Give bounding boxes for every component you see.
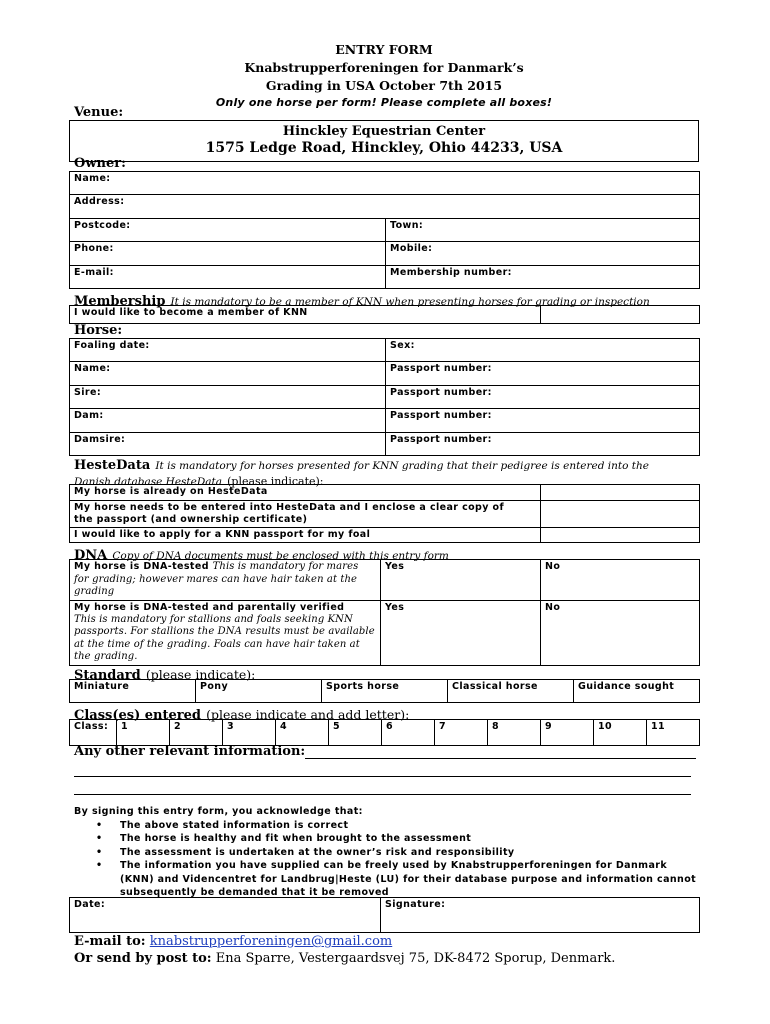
class-7[interactable]: 7	[435, 720, 488, 746]
standard-heading: Standard	[74, 668, 141, 683]
dna-option-1-yes[interactable]	[381, 560, 541, 601]
damsire-field[interactable]	[70, 433, 386, 456]
hestedata-option-2-line-1: My horse needs to be entered into HesteData and I enclose a clear copy of	[74, 502, 504, 513]
hestedata-option-1-checkbox[interactable]	[541, 485, 700, 501]
other-info-heading: Any other relevant information:	[74, 744, 306, 759]
standard-pony[interactable]: Pony	[196, 680, 322, 703]
owner-postcode-field[interactable]	[70, 219, 386, 242]
owner-mobile-field[interactable]	[386, 242, 700, 266]
dna-option-2-label: My horse is DNA-tested and parentally verified	[74, 601, 345, 613]
horse-foaling-date-label: Foaling date:	[74, 340, 150, 351]
dna-option-2-no-label: No	[545, 601, 561, 613]
class-5[interactable]: 5	[329, 720, 382, 746]
owner-town-field[interactable]	[386, 219, 700, 242]
dna-option-2-note: This is mandatory for stallions and foals seeking KNN passports. For stallions the DNA results must be available at the time of the grading. Foals can have hair taken at the grading.	[74, 613, 375, 662]
hestedata-note: It is mandatory for horses presented for KNN grading that their pedigree is entered into the	[155, 460, 649, 472]
sire-passport-field[interactable]	[386, 386, 700, 409]
damsire-passport-label: Passport number:	[390, 434, 492, 445]
class-11[interactable]: 11	[647, 720, 700, 746]
dam-passport-field[interactable]	[386, 409, 700, 433]
other-info-line-3[interactable]	[74, 780, 691, 795]
hestedata-option-2-line-2: the passport (and ownership certificate)	[74, 514, 308, 525]
owner-address-label: Address:	[74, 196, 125, 207]
hestedata-database-name: Danish database HesteData	[74, 476, 223, 488]
hestedata-option-2-label	[70, 501, 541, 528]
venue-heading: Venue:	[74, 105, 124, 120]
standard-note: (please indicate):	[145, 667, 256, 682]
class-6[interactable]: 6	[382, 720, 435, 746]
hestedata-option-3-checkbox[interactable]	[541, 528, 700, 543]
dna-option-2	[70, 600, 381, 665]
acknowledgement-item: • The assessment is undertaken at the owner’s risk and responsibility	[120, 846, 699, 860]
horse-passport-label: Passport number:	[390, 363, 492, 374]
owner-membership-number-label: Membership number:	[390, 267, 512, 278]
horse-passport-field[interactable]	[386, 362, 700, 386]
email-link[interactable]: knabstrupperforeningen@gmail.com	[149, 934, 393, 949]
date-field[interactable]	[70, 898, 381, 933]
other-info-line-2[interactable]	[74, 762, 691, 777]
dna-option-2-yes[interactable]	[381, 600, 541, 665]
class-4[interactable]: 4	[276, 720, 329, 746]
horse-sex-field[interactable]	[386, 339, 700, 362]
signature-field[interactable]	[381, 898, 700, 933]
venue-box	[69, 120, 699, 162]
damsire-label: Damsire:	[74, 434, 126, 445]
dam-field[interactable]	[70, 409, 386, 433]
owner-mobile-label: Mobile:	[390, 243, 433, 254]
dna-option-1-label: My horse is DNA-tested	[74, 561, 209, 572]
dna-note: Copy of DNA documents must be enclosed with this entry form	[112, 550, 449, 562]
acknowledgement-item: • The horse is healthy and fit when brought to the assessment	[120, 832, 699, 846]
class-2[interactable]: 2	[170, 720, 223, 746]
dna-option-2-no[interactable]	[541, 600, 700, 665]
form-header	[69, 41, 699, 110]
acknowledgement-intro: By signing this entry form, you acknowledge that:	[74, 806, 363, 817]
owner-phone-field[interactable]	[70, 242, 386, 266]
date-label: Date:	[74, 899, 106, 910]
sire-field[interactable]	[70, 386, 386, 409]
class-10[interactable]: 10	[594, 720, 647, 746]
class-3[interactable]: 3	[223, 720, 276, 746]
horse-heading: Horse:	[74, 323, 123, 338]
dna-heading: DNA	[74, 548, 108, 563]
grading-event: Grading in USA October 7th 2015	[265, 78, 503, 93]
dna-option-1-no[interactable]	[541, 560, 700, 601]
venue-name: Hinckley Equestrian Center	[282, 124, 486, 139]
classes-note: (please indicate and add letter):	[206, 707, 410, 722]
other-info-line-1[interactable]	[305, 747, 696, 759]
signature-label: Signature:	[385, 899, 446, 910]
owner-address-field[interactable]	[70, 195, 700, 219]
dam-passport-label: Passport number:	[390, 410, 492, 421]
hestedata-heading: HesteData	[74, 458, 151, 473]
dna-table	[69, 559, 700, 666]
membership-heading: Membership	[74, 294, 166, 309]
sire-passport-label: Passport number:	[390, 387, 492, 398]
owner-name-field[interactable]	[70, 172, 700, 195]
classes-heading: Class(es) entered	[74, 708, 201, 723]
organisation-name: Knabstrupperforeningen for Danmark’s	[244, 60, 524, 75]
standard-classical-horse[interactable]: Classical horse	[448, 680, 574, 703]
horse-sex-label: Sex:	[390, 340, 415, 351]
hestedata-option-3-label: I would like to apply for a KNN passport for my foal	[70, 528, 541, 543]
post-to-label: Or send by post to:	[74, 951, 212, 966]
owner-name-label: Name:	[74, 173, 111, 184]
damsire-passport-field[interactable]	[386, 433, 700, 456]
owner-heading: Owner:	[74, 156, 126, 171]
hestedata-option-2-checkbox[interactable]	[541, 501, 700, 528]
owner-town-label: Town:	[390, 220, 424, 231]
hestedata-option-1-label: My horse is already on HesteData	[70, 485, 541, 501]
standard-miniature[interactable]: Miniature	[70, 680, 196, 703]
class-8[interactable]: 8	[488, 720, 541, 746]
dam-label: Dam:	[74, 410, 104, 421]
class-9[interactable]: 9	[541, 720, 594, 746]
class-1[interactable]: 1	[117, 720, 170, 746]
dna-option-1-yes-label: Yes	[385, 561, 405, 572]
acknowledgement-item: • The information you have supplied can be freely used by Knabstrupperforeningen for Danmark (KNN) and Videncentret for Landbrug|Heste (LU) for their database purpose and information cannot subsequently be demanded that it be removed	[120, 859, 699, 900]
horse-table	[69, 338, 700, 456]
acknowledgement-block	[74, 805, 699, 900]
hestedata-indicate: (please indicate):	[227, 475, 324, 488]
acknowledgement-item: • The above stated information is correct	[120, 819, 699, 833]
sire-label: Sire:	[74, 387, 102, 398]
dna-option-1	[70, 560, 381, 601]
owner-email-field[interactable]	[70, 266, 386, 289]
standard-sports-horse[interactable]: Sports horse	[322, 680, 448, 703]
horse-name-label: Name:	[74, 363, 111, 374]
signature-table	[69, 897, 700, 933]
dna-option-1-no-label: No	[545, 561, 561, 572]
owner-membership-number-field[interactable]	[386, 266, 700, 289]
class-row-label: Class:	[70, 720, 117, 746]
classes-table	[69, 719, 700, 746]
form-instructions: Only one horse per form! Please complete all boxes!	[215, 96, 553, 109]
dna-option-1-note: This is mandatory for mares for grading; however mares can have hair taken at the grading	[74, 561, 359, 597]
membership-option-checkbox[interactable]	[541, 306, 700, 324]
acknowledgement-list	[74, 819, 699, 900]
owner-email-label: E-mail:	[74, 267, 114, 278]
footer	[74, 933, 615, 967]
horse-name-field[interactable]	[70, 362, 386, 386]
email-to-label: E-mail to:	[74, 934, 146, 949]
membership-note: It is mandatory to be a member of KNN when presenting horses for grading or inspection	[170, 296, 650, 308]
owner-table	[69, 171, 700, 289]
membership-option-label: I would like to become a member of KNN	[70, 306, 541, 324]
membership-table	[69, 305, 700, 324]
standard-table	[69, 679, 700, 703]
dna-option-2-yes-label: Yes	[385, 601, 405, 613]
venue-address: 1575 Ledge Road, Hinckley, Ohio 44233, USA	[205, 140, 563, 156]
postal-address: Ena Sparre, Vestergaardsvej 75, DK-8472 Sporup, Denmark.	[215, 951, 616, 966]
owner-postcode-label: Postcode:	[74, 220, 131, 231]
other-info-block	[74, 744, 696, 795]
hestedata-table	[69, 484, 700, 543]
owner-phone-label: Phone:	[74, 243, 114, 254]
form-title: ENTRY FORM	[335, 42, 433, 57]
horse-foaling-date-field[interactable]	[70, 339, 386, 362]
standard-guidance-sought[interactable]: Guidance sought	[574, 680, 700, 703]
